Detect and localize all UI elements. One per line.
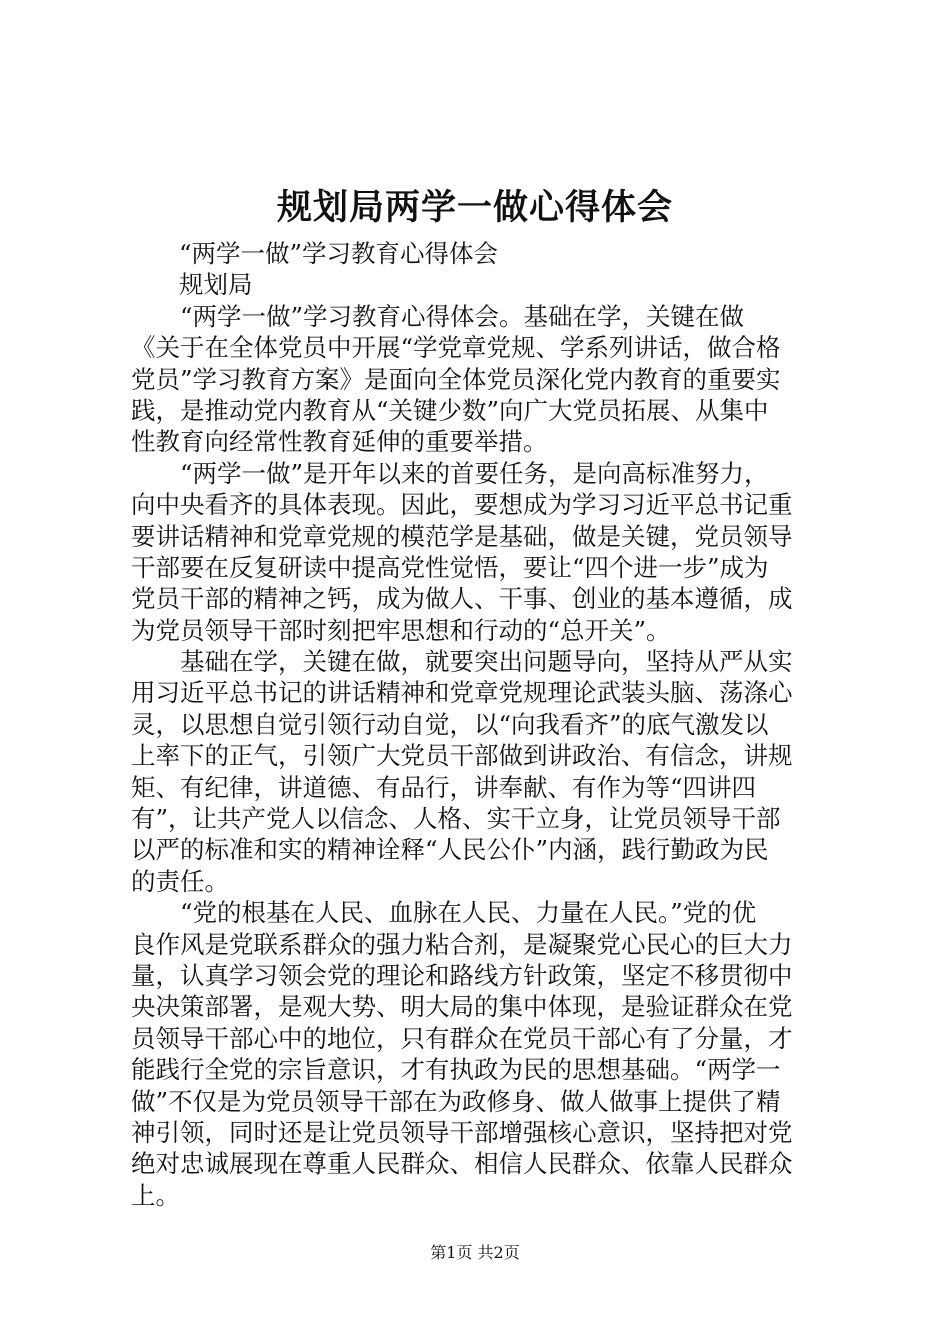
paragraph-line: 央决策部署，是观大势、明大局的集中体现，是验证群众在党	[131, 992, 793, 1022]
paragraph-line: 有”，让共产党人以信念、人格、实干立身，让党员领导干部	[131, 804, 781, 834]
document-body	[131, 238, 831, 1211]
document-subtitle: “两学一做”学习教育心得体会	[179, 239, 499, 268]
paragraph-line: 干部要在反复研读中提高党性觉悟，要让“四个进一步”成为	[131, 552, 769, 582]
paragraph-line: 要讲话精神和党章党规的模范学是基础，做是关键，党员领导	[131, 521, 793, 551]
paragraph-line: 用习近平总书记的讲话精神和党章党规理论武装头脑、荡涤心	[131, 678, 793, 708]
paragraph-line: 良作风是党联系群众的强力粘合剂，是凝聚党心民心的巨大力	[131, 929, 793, 959]
paragraph-line: 上。	[131, 1180, 180, 1210]
document-title: 规划局两学一做心得体会	[276, 187, 673, 228]
paragraph-1	[131, 301, 831, 458]
paragraph-line: 做”不仅是为党员领导干部在为政修身、做人做事上提供了精	[131, 1086, 781, 1116]
paragraph-line: 上率下的正气，引领广大党员干部做到讲政治、有信念，讲规	[131, 741, 793, 771]
paragraph-3	[131, 646, 831, 897]
paragraph-line: 绝对忠诚展现在尊重人民群众、相信人民群众、依靠人民群众	[131, 1149, 793, 1179]
paragraph-line: 以严的标准和实的精神诠释“人民公仆”内涵，践行勤政为民	[131, 835, 769, 865]
paragraph-line: 性教育向经常性教育延伸的重要举措。	[131, 427, 548, 457]
paragraph-line: 党员”学习教育方案》是面向全体党员深化党内教育的重要实	[131, 364, 781, 394]
paragraph-line: “党的根基在人民、血脉在人民、力量在人民。”党的优	[180, 898, 757, 928]
paragraph-line: 灵，以思想自觉引领行动自觉，以“向我看齐”的底气激发以	[131, 709, 769, 739]
paragraph-line: “两学一做”学习教育心得体会。基础在学，关键在做	[180, 301, 745, 331]
page-footer: 第1页 共2页	[430, 1243, 520, 1262]
paragraph-line: “两学一做”是开年以来的首要任务，是向高标准努力，	[180, 458, 769, 488]
paragraph-line: 《关于在全体党员中开展“学党章党规、学系列讲话，做合格	[131, 333, 781, 363]
document-author: 规划局	[179, 270, 253, 300]
paragraph-line: 的责任。	[131, 866, 229, 896]
paragraph-line: 向中央看齐的具体表现。因此，要想成为学习习近平总书记重	[131, 490, 793, 520]
paragraph-line: 矩、有纪律，讲道德、有品行，讲奉献、有作为等“四讲四	[131, 772, 757, 802]
paragraph-line: 量，认真学习领会党的理论和路线方针政策，坚定不移贯彻中	[131, 960, 793, 990]
paragraph-2	[131, 458, 831, 646]
paragraph-4	[131, 897, 831, 1211]
paragraph-line: 党员干部的精神之钙，成为做人、干事、创业的基本遵循，成	[131, 584, 793, 614]
paragraph-line: 神引领，同时还是让党员领导干部增强核心意识，坚持把对党	[131, 1117, 793, 1147]
paragraph-line: 为党员领导干部时刻把牢思想和行动的“总开关”。	[131, 615, 671, 645]
paragraph-line: 践，是推动党内教育从“关键少数”向广大党员拓展、从集中	[131, 395, 769, 425]
paragraph-line: 基础在学，关键在做，就要突出问题导向，坚持从严从实	[180, 647, 793, 677]
paragraph-line: 员领导干部心中的地位，只有群众在党员干部心有了分量，才	[131, 1023, 793, 1053]
paragraph-line: 能践行全党的宗旨意识，才有执政为民的思想基础。“两学一	[131, 1055, 781, 1085]
